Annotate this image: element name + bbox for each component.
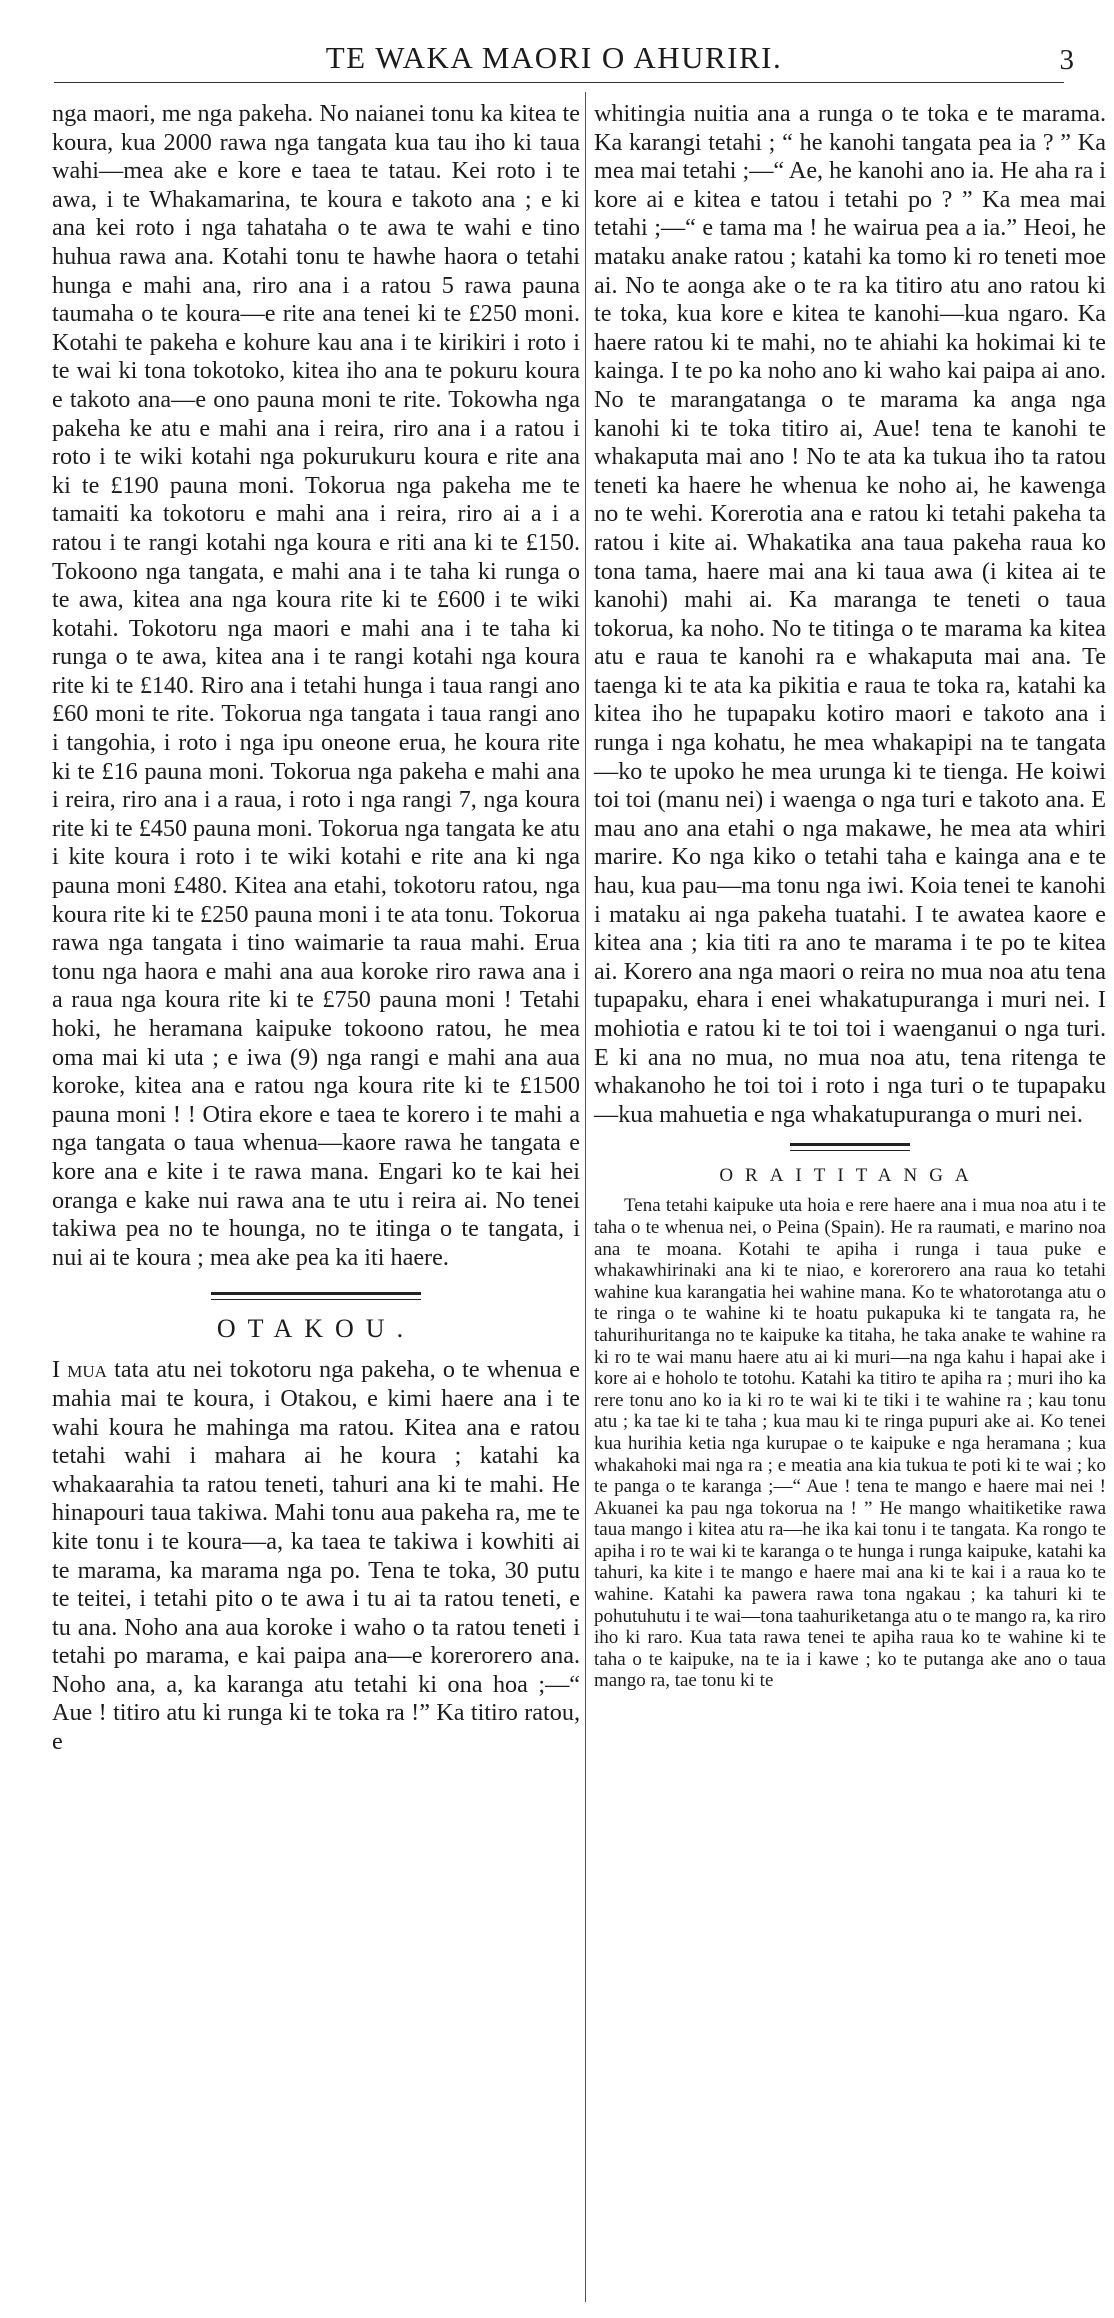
oraititanga-heading: ORAITITANGA — [719, 1165, 981, 1187]
article-otakou-body: tata atu nei tokotoru nga pakeha, o te whenua e mahia mai te koura, i Otakou, e kimi haere ana i te wahi koura he mahinga ma ratou. Kitea ana e ratou tetahi wahi i mahara ai he koura ; katahi ka whakaarahia ta ratou teneti, tahuri ana ki te mahi. He hinapouri taua takiwa. Mahi tonu aua pakeha ra, me te kite tonu i te koura—a, ka taea te takiwa i kowhiti ai te marama, ka marama nga po. Tena te toka, 30 putu te teitei, i tetahi pito o te awa i tu ai ta ratou teneti, e tu ana. Noho ana aua koroke i waho o ta ratou teneti i tetahi po marama, e kai paipa ana—e korerorero ana. Noho ana, a, ka karanga atu tetahi ki ona hoa ;—“ Aue ! titiro atu ki runga ki te toka ra !” Ka titiro ratou, e — [52, 1356, 580, 1756]
article-otakou-text — [52, 1356, 580, 1756]
masthead-rule — [54, 82, 1064, 83]
article-otakou-lead: I mua — [52, 1356, 107, 1384]
article-oraititanga-text: Tena tetahi kaipuke uta hoia e rere haere ana i mua noa atu i te taha o te whenua nei, o Peina (Spain). He ra raumati, e marino noa ana te moana. Kotahi te apiha i runga i taua puke e whakawhirinaki ana ki te niao, e korerorero ana raua ko tetahi wahine kua karangatia hei wahine mana. Ko te whatorotanga atu o te ringa o te wahine ki te hoatu pukapuka ki te tangata ra, he tahurihuritanga no te kaipuke ka titaha, he taka anake te wahine ra ki ro te wai manu haere atu ai ki muri—na nga kahu i hapai ake i kore ai e hoholo te totohu. Katahi ka titiro te apiha ra ; muri iho ka rere tonu ano ko ia ki ro te wai ki te tiki i te wahine ra ; kau tonu atu ; ka tae ki te taha ; kua mau ki te ringa pupuri ake ai. Ko tenei kua hurihia ketia nga kurupae o te kaipuke e nga heramana ; kua whakahoki mai nga ra ; e meatia ana kia tukua te poti ki te wai ; ko te panga o te karanga ;—“ Aue ! tena te mango e haere mai nei ! Akuanei ka pau nga tokorua na ! ” He mango whaitiketike rawa taua mango i kitea atu ra—he ika kai tonu i te tangata. Ka rongo te apiha i ro te wai ki te karanga o te hunga i runga kaipuke, katahi ka tahuri, ka kite i te mango e haere mai ana ki te kai i a raua ko te wahine. Katahi ka pawera rawa tona ngakau ; ka tahuri ki te pohutuhutu i te wai—tona taahuriketanga atu o te mango ra, ka riro iho ki raro. Kua tata rawa tenei te apiha raua ko te wahine ki te taha o te kaipuke, na te ia i kawe ; ko te putanga ake ano o taua mango ra, tae tonu ki te — [594, 1195, 1106, 1692]
left-column — [52, 100, 580, 1757]
masthead — [54, 34, 1074, 80]
article-goldfield-text: nga maori, me nga pakeha. No naianei tonu ka kitea te koura, kua 2000 rawa nga tangata kua tau iho ki taua wahi—mea ake e kore e taea te tatau. Kei roto i te awa, i te Whakamarina, te koura e takoto ana ; e ki ana kei roto i nga tahataha o te awa te wahi e tino huhua rawa ana. Kotahi tonu te hawhe haora o tetahi hunga e mahi ana, riro ana i a ratou 5 rawa pauna taumaha o te koura—e rite ana tenei ki te £250 moni. Kotahi te pakeha e kohure kau ana i te kirikiri i roto i te wai ki tona tokotoko, kitea iho ana te pokuru koura e takoto ana—e ono pauna moni te rite. Tokowha nga pakeha ke atu e mahi ana i reira, riro ana i a ratou i roto i te wiki kotahi nga pokurukuru koura e rite ana ki te £190 pauna moni. Tokorua nga pakeha me te tamaiti ka tokotoru e mahi ana i reira, riro ai a i a ratou i te rangi kotahi nga koura e riti ana ki te £150. Tokoono nga tangata, e mahi ana i te taha ki runga o te awa, kitea ana nga koura rite ki te £600 i te wiki kotahi. Tokotoru nga maori e mahi ana i te taha ki runga o te awa, kitea ana i te rangi kotahi nga koura rite ki te £140. Riro ana i tetahi hunga i taua rangi ano £60 moni te rite. Tokorua nga tangata i taua rangi ano i tangohia, i roto i nga ipu oneone erua, he koura rite ki te £16 pauna moni. Tokorua nga pakeha e mahi ana i reira, riro ana i a raua, i roto i nga rangi 7, nga koura rite ki te £450 pauna moni. Tokorua nga tangata ke atu i kite koura i roto i te wiki kotahi e rite ana ki nga pauna moni £480. Kitea ana etahi, tokotoru ratou, nga koura rite ki te £250 pauna moni i te ata tonu. Tokorua rawa nga tangata i tino waimarie ta raua mahi. Erua tonu nga haora e mahi ana aua koroke riro rawa ana i a raua nga koura rite ki te £750 pauna moni ! Tetahi hoki, he heramana kaipuke tokoono ratou, he mea oma mai ki uta ; e iwa (9) nga rangi e mahi ana aua koroke, kitea ana e ratou nga koura rite ki te £1500 pauna moni ! ! Otira ekore e taea te korero i te mahi a nga tangata o taua whenua—kaore rawa he tangata e kore ana e kite i te rawa mana. Engari ko te kai hei oranga e kake nui rawa ana te utu i reira ai. No tenei takiwa pea no te hounga, no te itinga o te tangata, i nui ai te koura ; mea ake pea ka iti haere. — [52, 100, 580, 1271]
otakou-heading: OTAKOU. — [216, 1314, 416, 1344]
masthead-title: TE WAKA MAORI O AHURIRI. — [325, 40, 783, 75]
right-column — [594, 100, 1106, 1692]
article-otakou-continued: whitingia nuitia ana a runga o te toka e te marama. Ka karangi tetahi ; “ he kanohi tangata pea ia ? ” Ka mea mai tetahi ;—“ Ae, he kanohi ano ia. He aha ra i kore ai e kitea e tatou i tetahi po ? ” Ka mea mai tetahi ;—“ e tama ma ! he wairua pea a ia.” Heoi, he mataku anake ratou ; katahi ka tomo ki ro teneti moe ai. No te aonga ake o te ra ka titiro atu ano ratou ki te toka, kua kore e kitea te kanohi—kua ngaro. Ka haere ratou ki te mahi, no te ahiahi ka hokimai ki te kainga. I te po ka noho ano ki waho kai paipa ai ano. No te marangatanga o te marama ka anga nga kanohi ki te toka titiro ai, Aue! tena te kanohi te whakaputa mai ano ! No te ata ka tukua iho ta ratou teneti ka haere he whenua ke noho ai, he kawenga no te wehi. Korerotia ana e ratou ki tetahi pakeha ta ratou i kite ai. Whakatika ana taua pakeha raua ko tona tama, haere mai ana ki taua awa (i kitea ai te kanohi) mahi ai. Ka maranga te teneti o taua tokorua, ka noho. No te titinga o te marama ka kitea atu e raua te kanohi ra e whakaputa mai ana. Te taenga ki te ata ka pikitia e raua te toka ra, katahi ka kitea iho he tupapaku kotiro maori e takoto ana i runga i nga kohatu, he mea whakapipi na te tangata—ko te upoko he mea urunga ki te tienga. He koiwi toi toi (manu nei) i waenga o nga turi e takoto ana. E mau ano ana etahi o nga makawe, he mea ata whiri marire. Ko nga kiko o tetahi taha e kainga ana e te hau, kua pau—ma tonu nga iwi. Koia tenei te kanohi i mataku ai nga pakeha tuatahi. I te awatea kaore e kitea ana ; kia titi ra ano te marama i te po te kitea ai. Korero ana nga maori o reira no mua noa atu tena tupapaku, ehara i enei whakatupuranga i muri nei. I mohiotia e ratou ki te toi toi i waenganui o nga turi. E ki ana no mua, no mua noa atu, tena ritenga te whakanoho he toi toi i roto i nga turi o te tupapaku—kua mahuetia e nga whakatupuranga o muri nei. — [594, 100, 1106, 1128]
section-divider — [211, 1292, 421, 1300]
section-divider — [790, 1143, 910, 1151]
page-number: 3 — [1059, 44, 1074, 76]
column-divider — [585, 92, 586, 2302]
